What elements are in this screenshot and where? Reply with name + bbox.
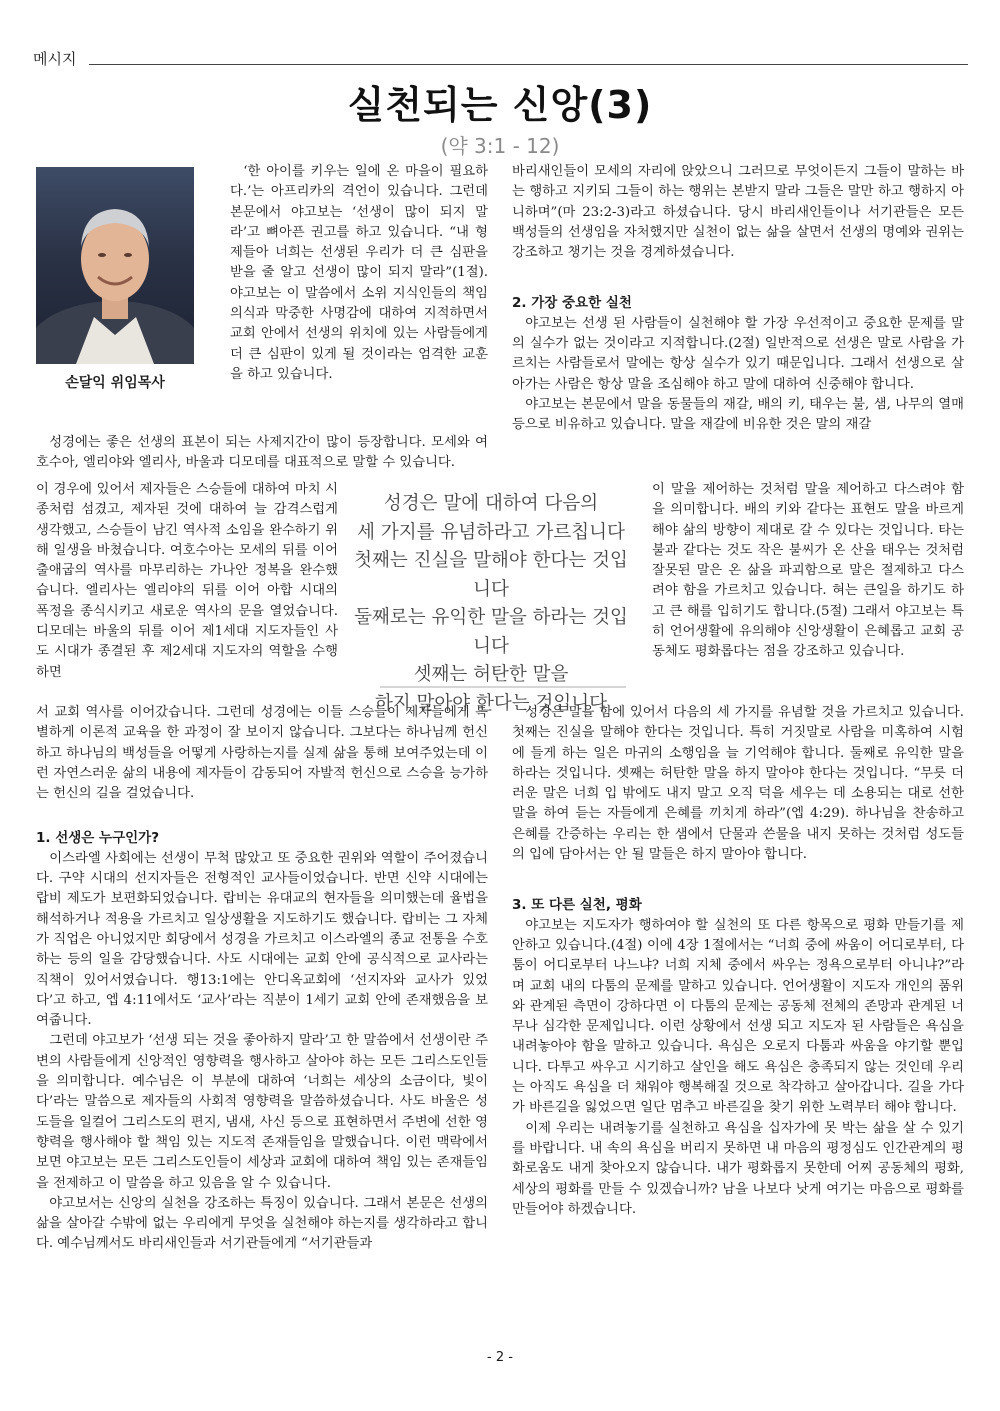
intro-paragraph: ‘한 아이를 키우는 일에 온 마을이 필요하다.’는 아프리카의 격언이 있습니다. 그런데 본문에서 야고보는 ‘선생이 많이 되지 말라’고 뼈아픈 권고를 하고 있습니다. “내 형제들아 너희는 선생된 우리가 더 큰 심판을 받을 줄 알고 선생이 많이 되지 말라”(1절). 야고보는 이 말씀에서 소위 지식인들의 책임의식과 막중한 사명감에 대하여 지적하면서 교회 안에서 선생의 위치에 있는 사람들에게 더 큰 심판이 있게 될 것이라는 엄격한 교훈을 하고 있습니다. (230, 164, 488, 382)
page-number: - 2 - (487, 1350, 513, 1365)
intro-paragraph-block (230, 162, 488, 385)
right-body-wrap (652, 480, 964, 663)
section2-paragraph-3: 성경은 말을 함에 있어서 다음의 세 가지를 유념할 것을 가르치고 있습니다. 첫째는 진실을 말해야 한다는 것입니다. 특히 거짓말로 사람을 미혹하여 시험에 들게 하는 일은 마귀의 소행임을 늘 기억해야 합니다. 둘째로 유익한 말을 하라는 것입니다. 셋째는 허탄한 말을 하지 말아야 한다는 것입니다. “무릇 더러운 말은 너희 입 밖에도 내지 말고 오직 덕을 세우는 데 소용되는 대로 선한 말을 하여 듣는 자들에게 은혜를 끼치게 하라”(엡 4:29). 하나님을 찬송하고 은혜를 간증하는 우리는 한 샘에서 단물과 쓴물을 내지 못하는 것처럼 성도들의 입에 담아서는 안 될 말들은 하지 말아야 합니다. (512, 705, 964, 863)
pull-quote-line: 세 가지를 유념하라고 가르칩니다 (357, 521, 625, 543)
section2-paragraph-2-wrap: 이 말을 제어하는 것처럼 말을 제어하고 다스려야 함을 의미합니다. 배의 키와 같다는 표현도 말을 바르게 해야 삶의 방향이 제대로 갈 수 있다는 것입니다. 타는 불과 같다는 것도 작은 불씨가 온 산을 태우는 것처럼 잘못된 말은 온 삶을 파괴함으로 말은 절제하고 다스려야 함을 가르치고 있습니다. 혀는 큰일을 하기도 하고 큰 해를 입히기도 합니다.(5절) 그래서 야고보는 특히 언어생활에 유의해야 신앙생활이 은혜롭고 교회 공동체도 평화롭다는 점을 강조하고 있습니다. (652, 482, 964, 660)
pull-quote-line: 첫째는 진실을 말해야 한다는 것입니다 (354, 550, 628, 600)
pull-quote-line: 둘째로는 유익한 말을 하라는 것입니다 (354, 607, 628, 657)
left-body-wrap (36, 480, 338, 683)
section1-paragraph-1: 이스라엘 사회에는 선생이 무척 많았고 또 중요한 권위와 역할이 주어졌습니다. 구약 시대의 선지자들은 전형적인 교사들이었습니다. 반면 신약 시대에는 랍비 제도가 보편화되었습니다. 랍비는 유대교의 현자들을 의미했는데 율법을 해석하거나 적용을 가르치고 일상생활을 지도하기도 했습니다. 랍비는 그 자체가 직업은 아니었지만 회당에서 성경을 가르치고 이스라엘의 종교 전통을 수호하는 등의 일을 감당했습니다. 사도 시대에는 교회 안에 공식적으로 교사라는 직책이 있어서였습니다. 행13:1에는 안디옥교회에 ‘선지자와 교사가 있었다’고 하고, 엡 4:11에서도 ‘교사’라는 직분이 1세기 교회 안에 존재했음을 보여줍니다. (36, 850, 488, 1029)
section3-paragraph-1: 야고보는 지도자가 행하여야 할 실천의 또 다른 항목으로 평화 만들기를 제안하고 있습니다.(4절) 이에 4장 1절에서는 “너희 중에 싸움이 어디로부터, 다툼이 어디로부터 나느냐? 너희 지체 중에서 싸우는 정욕으로부터 아니냐?”라며 교회 내의 다툼의 문제를 말하고 있습니다. 언어생활이 지도자 개인의 품위와 관계된 측면이 강하다면 이 다툼의 문제는 공동체 전체의 존망과 관계된 너무나 심각한 문제입니다. 이런 상황에서 선생 되고 지도자 된 사람들은 욕심을 내려놓아야 함을 말하고 있습니다. 욕심은 오로지 다툼과 싸움을 야기할 뿐입니다. 다투고 싸우고 시기하고 살인을 해도 욕심은 충족되지 않는 것인데 우리는 아직도 욕심을 더 채워야 행복해질 것으로 착각하고 살아갑니다. 길을 가다가 바른길을 잃었으면 일단 멈추고 바른길을 찾기 위한 노력부터 해야 합니다. (512, 917, 964, 1116)
right-body-bottom (512, 703, 964, 1220)
section-label: 메시지 (33, 48, 84, 69)
left-body-bottom (36, 703, 488, 1255)
section1-heading: 1. 선생은 누구인가? (36, 830, 160, 847)
paragraph-pharisees: 바리새인들이 모세의 자리에 앉았으니 그러므로 무엇이든지 그들이 말하는 바는 행하고 지키되 그들이 하는 행위는 본받지 말라 그들은 말만 하고 행하지 아니하며”(마 23:2-3)라고 하셨습니다. 당시 바리새인들이나 서기관들은 모든 백성들의 선생임을 자처했지만 실천이 없는 삶을 살면서 선생의 명예와 권위는 강조하고 챙기는 것을 경계하셨습니다. (512, 164, 964, 261)
right-body-top (512, 162, 964, 436)
author-caption: 손달익 위임목사 (65, 375, 165, 391)
paragraph-teachers-top: 성경에는 좋은 선생의 표본이 되는 사제지간이 많이 등장합니다. 모세와 여호수아, 엘리야와 엘리사, 바울과 디모데를 대표적으로 말할 수 있습니다. (36, 435, 488, 471)
section2-paragraph-2-top: 야고보는 본문에서 말을 동물들의 재갈, 배의 키, 태우는 불, 샘, 나무의 열매 등으로 비유하고 있습니다. 말을 재갈에 비유한 것은 말의 재갈 (512, 396, 964, 433)
pull-quote-line: 셋째는 허탄한 말을 (413, 664, 569, 685)
section3-heading: 3. 또 다른 실천, 평화 (512, 897, 642, 914)
paragraph-teachers-bottom: 서 교회 역사를 이어갔습니다. 그런데 성경에는 이들 스승들이 제자들에게 특별하게 이론적 교육을 한 과정이 잘 보이지 않습니다. 그보다는 하나님께 헌신하고 하나님의 백성들을 어떻게 사랑하는지를 실제 삶을 통해 보여주었는데 이런 자연스러운 삶의 내용에 제자들이 감동되어 자발적 헌신으로 스승을 능가하는 헌신의 길을 걸었습니다. (36, 705, 488, 802)
pull-quote (346, 490, 636, 714)
pull-quote-underline (380, 686, 626, 688)
section2-paragraph-1: 야고보는 선생 된 사람들이 실천해야 할 가장 우선적이고 중요한 문제를 말의 실수가 없는 것이라고 지적합니다.(2절) 일반적으로 선생은 말로 사람을 가르치는 사람들로서 말에는 항상 실수가 있기 때문입니다. 그래서 선생으로 살아가는 사람은 항상 말을 조심해야 하고 말에 대하여 신중해야 합니다. (512, 315, 964, 392)
pull-quote-line: 성경은 말에 대하여 다음의 (383, 493, 599, 514)
section-header (33, 48, 968, 70)
section1-paragraph-3: 야고보서는 신앙의 실천을 강조하는 특징이 있습니다. 그래서 본문은 선생의 삶을 살아갈 수밖에 없는 우리에게 무엇을 실천해야 하는지를 생각하라고 합니다. 예수님께서도 바리새인들과 서기관들에게 “서기관들과 (36, 1195, 488, 1252)
portrait-illustration (36, 167, 194, 364)
section1-paragraph-2: 그런데 야고보가 ‘선생 되는 것을 좋아하지 말라’고 한 말씀에서 선생이란 주변의 사람들에게 신앙적인 영향력을 행사하고 살아야 하는 모든 그리스도인들을 의미합니다. 예수님은 이 부분에 대하여 ‘너희는 세상의 소금이다, 빛이다’라는 말씀으로 제자들의 사회적 영향력을 말씀하셨습니다. 사도 바울은 성도들을 일컬어 그리스도의 편지, 냄새, 사신 등으로 표현하면서 주변에 선한 영향력을 행사해야 할 책임 있는 지도적 존재들임을 말했습니다. 이런 맥락에서 보면 야고보는 모든 그리스도인들이 세상과 교회에 대하여 책임 있는 존재들임을 전제하고 이 말씀을 하고 있음을 알 수 있습니다. (36, 1033, 488, 1191)
scripture-reference: (약 3:1 - 12) (440, 134, 560, 158)
header-rule (89, 64, 968, 65)
section3-paragraph-2: 이제 우리는 내려놓기를 실천하고 욕심을 십자가에 못 박는 삶을 살 수 있기를 바랍니다. 내 속의 욕심을 버리지 못하면 내 마음의 평정심도 인간관계의 평화로움도 내게 찾아오지 않습니다. 내가 평화롭지 못한데 어찌 공동체의 평화, 세상의 평화를 만들 수 있겠습니까? 남을 나보다 낫게 여기는 마음으로 평화를 만들어야 하겠습니다. (512, 1120, 964, 1217)
paragraph-teachers-wrap: 이 경우에 있어서 제자들은 스승들에 대하여 마치 시종처럼 섬겼고, 제자된 것에 대하여 늘 감격스럽게 생각했고, 스승들이 남긴 역사적 소임을 완수하기 위해 일생을 바쳤습니다. 여호수아는 모세의 뒤를 이어 출애굽의 역사를 마무리하는 가나안 정복을 완수했습니다. 엘리사는 엘리야의 뒤를 이어 아합 시대의 폭정을 종식시키고 새로운 역사의 문을 열었습니다. 디모데는 바울의 뒤를 이어 제1세대 지도자들인 사도 시대가 종결된 후 제2세대 지도자의 역할을 수행하면 (36, 482, 338, 680)
section2-heading: 2. 가장 중요한 실천 (512, 295, 632, 312)
left-body-top (36, 433, 488, 474)
page-title: 실천되는 신앙(3) (347, 83, 653, 127)
pull-quote-line: 하지 말아야 한다는 것입니다 (374, 692, 608, 714)
pastor-photo (36, 167, 194, 364)
